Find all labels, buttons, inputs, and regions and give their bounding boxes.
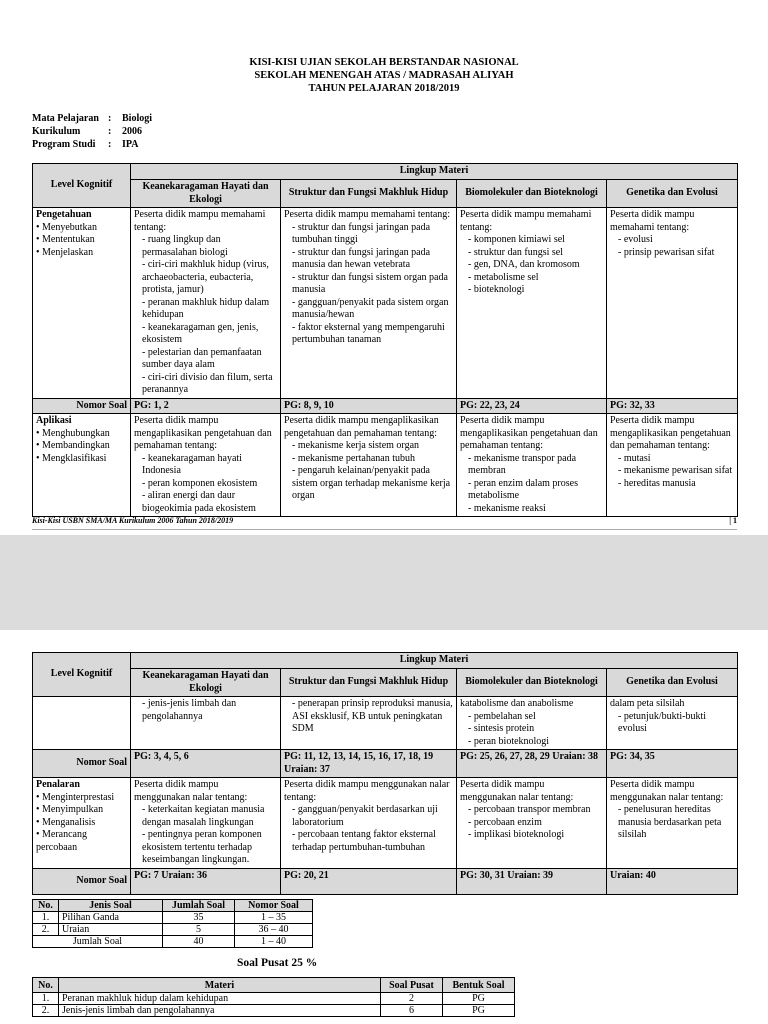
table-row	[33, 993, 515, 1005]
materi-cell	[457, 414, 607, 517]
materi-cell	[607, 208, 738, 399]
level-title: Pengetahuan	[36, 209, 92, 220]
materi-cell	[607, 778, 738, 869]
level-cell-empty	[33, 697, 131, 750]
materi-line: Peserta didik mampu mengaplikasikan pengetahuan dan pemahaman tentang:	[134, 415, 272, 451]
col-header-genetika: Genetika dan Evolusi	[607, 180, 738, 208]
materi-line: - gangguan/penyakit berdasarkan uji laboratorium	[292, 804, 438, 828]
materi-line: - gen, DNA, dan kromosom	[468, 259, 580, 270]
meta-row	[32, 125, 152, 138]
meta-row	[32, 138, 152, 151]
materi-line: - metabolisme sel	[468, 271, 539, 283]
materi-line: - struktur dan fungsi sistem organ pada manusia	[292, 271, 448, 295]
document-title-line-2: SEKOLAH MENENGAH ATAS / MADRASAH ALIYAH	[254, 70, 514, 81]
level-item: • Mengklasifikasi	[36, 452, 107, 464]
materi-line: Peserta didik mampu mengaplikasikan pengetahuan dan pemahaman tentang:	[460, 415, 598, 451]
kisi-table-page-1	[32, 163, 738, 517]
meta-sep: :	[108, 113, 112, 124]
col-header-genetika: Genetika dan Evolusi	[607, 669, 738, 697]
page-number: | 1	[729, 516, 737, 525]
soal-pusat-table	[32, 977, 515, 1017]
document-page-2	[0, 630, 768, 1024]
meta-key: Mata Pelajaran	[32, 113, 99, 124]
materi-line: - keanekaragaman hayati Indonesia	[142, 452, 242, 476]
meta-key: Kurikulum	[32, 126, 81, 137]
cell-jumlah: 35	[163, 912, 235, 924]
nomor-soal-cell: Uraian: 40	[607, 868, 738, 894]
jenis-soal-table	[32, 899, 313, 948]
level-cell	[33, 414, 131, 517]
cell-no: 1.	[33, 912, 59, 924]
cell-no: 2.	[33, 1005, 59, 1017]
materi-cell	[457, 697, 607, 750]
subject-meta	[32, 112, 152, 151]
materi-line: - ciri-ciri makhluk hidup (virus, archaeobacteria, eubacteria, protista, jamur)	[142, 259, 269, 295]
materi-line: - mutasi	[618, 452, 651, 464]
level-item: • Membandingkan	[36, 440, 110, 451]
cell-jenis: Uraian	[59, 924, 163, 936]
level-item: • Menyimpulkan	[36, 804, 104, 815]
materi-cell	[607, 697, 738, 750]
materi-line: - peranan makhluk hidup dalam kehidupan	[142, 296, 270, 320]
materi-line: - pengaruh kelainan/penyakit pada sistem organ terhadap mekanisme kerja organ	[292, 465, 451, 501]
nomor-soal-cell: PG: 34, 35	[607, 750, 738, 778]
cell-bentuk: PG	[443, 1005, 515, 1017]
level-title: Penalaran	[36, 779, 80, 790]
materi-cell	[457, 208, 607, 399]
materi-line: Peserta didik mampu menggunakan nalar tentang:	[284, 779, 450, 803]
col-header-struktur: Struktur dan Fungsi Makhluk Hidup	[281, 180, 457, 208]
materi-line: - pentingnya peran komponen ekosistem tertentu terhadap keseimbangan lingkungan.	[142, 829, 262, 865]
level-item: • Menganalisis	[36, 816, 96, 828]
soal-pusat-title: Soal Pusat 25 %	[237, 957, 318, 969]
materi-cell	[131, 414, 281, 517]
materi-cell	[281, 414, 457, 517]
nomor-soal-cell: PG: 25, 26, 27, 28, 29 Uraian: 38	[457, 750, 607, 778]
footer-text: Kisi-Kisi USBN SMA/MA Kurikulum 2006 Tahun 2018/2019	[32, 516, 234, 525]
materi-line: - percobaan tentang faktor eksternal terhadap pertumbuhan-tumbuhan	[292, 829, 436, 853]
materi-cell	[457, 778, 607, 869]
materi-line: - penerapan prinsip reproduksi manusia, ASI eksklusif, KB untuk peningkatan SDM	[292, 698, 453, 734]
cell-bentuk: PG	[443, 993, 515, 1005]
materi-line: - peran enzim dalam proses metabolisme	[468, 477, 578, 501]
meta-value: Biologi	[122, 113, 153, 124]
materi-line: - ciri-ciri divisio dan filum, serta peranannya	[142, 371, 273, 395]
jenis-header: Jenis Soal	[59, 900, 163, 912]
meta-sep: :	[108, 139, 112, 150]
cell-no: 1.	[33, 993, 59, 1005]
meta-row	[32, 112, 152, 125]
materi-line: - prinsip pewarisan sifat	[618, 246, 715, 258]
level-title: Aplikasi	[36, 415, 72, 426]
table-row-total	[33, 936, 313, 948]
materi-line: Peserta didik mampu menggunakan nalar tentang:	[460, 779, 574, 803]
cell-jumlah: 5	[163, 924, 235, 936]
level-item: • Merancang percobaan	[36, 829, 87, 853]
nomor-soal-cell: PG: 20, 21	[281, 868, 457, 894]
cell-total-label: Jumlah Soal	[33, 936, 163, 948]
materi-line: Peserta didik mampu memahami tentang:	[460, 209, 592, 233]
cell-nomor: 36 – 40	[235, 924, 313, 936]
materi-cell	[131, 697, 281, 750]
materi-line: - mekanisme kerja sistem organ	[292, 440, 420, 451]
materi-line: Peserta didik mampu menggunakan nalar tentang:	[610, 779, 724, 803]
page-gap	[0, 535, 768, 630]
cell-materi: Jenis-jenis limbah dan pengolahannya	[59, 1005, 381, 1017]
col-header-biomolekuler: Biomolekuler dan Bioteknologi	[457, 180, 607, 208]
materi-line: Peserta didik mampu memahami tentang:	[284, 209, 451, 220]
col-header-struktur: Struktur dan Fungsi Makhluk Hidup	[281, 669, 457, 697]
materi-line: - peran komponen ekosistem	[142, 477, 258, 489]
table-row	[33, 912, 313, 924]
materi-line: - petunjuk/bukti-bukti evolusi	[618, 710, 707, 734]
level-cell	[33, 778, 131, 869]
jenis-header: Nomor Soal	[235, 900, 313, 912]
nomor-soal-cell: PG: 22, 23, 24	[457, 398, 607, 414]
lingkup-materi-header: Lingkup Materi	[131, 653, 738, 669]
level-kognitif-header: Level Kognitif	[33, 653, 131, 697]
nomor-soal-cell: PG: 3, 4, 5, 6	[131, 750, 281, 778]
pusat-header: Materi	[59, 978, 381, 993]
materi-line: - percobaan enzim	[468, 816, 542, 828]
materi-line: - sintesis protein	[468, 723, 535, 734]
materi-line: - penelusuran hereditas manusia berdasarkan peta silsilah	[618, 804, 722, 840]
materi-line: - jenis-jenis limbah dan pengolahannya	[142, 698, 237, 722]
cell-no: 2.	[33, 924, 59, 936]
level-item: • Mententukan	[36, 234, 95, 245]
materi-line: dalam peta silsilah	[610, 698, 685, 709]
cell-jenis: Pilihan Ganda	[59, 912, 163, 924]
level-item: • Menghubungkan	[36, 427, 110, 439]
materi-line: - struktur dan fungsi jaringan pada tumbuhan tinggi	[292, 221, 431, 245]
materi-line: - mekanisme reaksi	[468, 502, 546, 514]
cell-total-nomor: 1 – 40	[235, 936, 313, 948]
materi-line: - keterkaitan kegiatan manusia dengan masalah lingkungan	[142, 804, 265, 828]
jenis-header: No.	[33, 900, 59, 912]
nomor-soal-cell: PG: 32, 33	[607, 398, 738, 414]
level-kognitif-header: Level Kognitif	[33, 164, 131, 208]
level-item: • Menjelaskan	[36, 246, 94, 258]
nomor-soal-label: Nomor Soal	[33, 868, 131, 894]
table-row	[33, 1005, 515, 1017]
nomor-soal-cell: PG: 1, 2	[131, 398, 281, 414]
materi-line: - implikasi bioteknologi	[468, 829, 565, 840]
lingkup-materi-header: Lingkup Materi	[131, 164, 738, 180]
materi-line: Peserta didik mampu mengaplikasikan pengetahuan dan pemahaman tentang:	[610, 415, 731, 451]
nomor-soal-cell: PG: 11, 12, 13, 14, 15, 16, 17, 18, 19 Uraian: 37	[281, 750, 457, 778]
col-header-hayati: Keanekaragaman Hayati dan Ekologi	[131, 669, 281, 697]
materi-cell	[131, 778, 281, 869]
materi-line: - peran bioteknologi	[468, 735, 550, 747]
materi-line: - komponen kimiawi sel	[468, 234, 565, 245]
nomor-soal-label: Nomor Soal	[33, 398, 131, 414]
nomor-soal-cell: PG: 7 Uraian: 36	[131, 868, 281, 894]
table-row	[33, 924, 313, 936]
materi-line: - evolusi	[618, 234, 653, 245]
materi-line: - pelestarian dan pemanfaatan sumber daya alam	[142, 346, 262, 370]
materi-cell	[607, 414, 738, 517]
materi-line: - gangguan/penyakit pada sistem organ manusia/hewan	[292, 296, 449, 320]
level-item: • Menyebutkan	[36, 221, 97, 233]
materi-cell	[281, 778, 457, 869]
col-header-biomolekuler: Biomolekuler dan Bioteknologi	[457, 669, 607, 697]
page-footer	[32, 516, 737, 530]
jenis-header: Jumlah Soal	[163, 900, 235, 912]
cell-soal-pusat: 6	[381, 1005, 443, 1017]
materi-line: - bioteknologi	[468, 284, 525, 295]
nomor-soal-cell: PG: 30, 31 Uraian: 39	[457, 868, 607, 894]
materi-line: - struktur dan fungsi sel	[468, 246, 563, 258]
materi-cell	[281, 697, 457, 750]
col-header-hayati: Keanekaragaman Hayati dan Ekologi	[131, 180, 281, 208]
materi-cell	[131, 208, 281, 399]
meta-value: 2006	[122, 126, 142, 137]
materi-line: - struktur dan fungsi jaringan pada manusia dan hewan vetebrata	[292, 246, 431, 270]
document-title-line-1: KISI-KISI UJIAN SEKOLAH BERSTANDAR NASIONAL	[249, 57, 519, 68]
materi-line: - mekanisme pertahanan tubuh	[292, 452, 416, 464]
materi-line: - pembelahan sel	[468, 710, 536, 722]
nomor-soal-cell: PG: 8, 9, 10	[281, 398, 457, 414]
materi-line: - mekanisme transpor pada membran	[468, 452, 577, 476]
meta-key: Program Studi	[32, 139, 96, 150]
document-title-line-3: TAHUN PELAJARAN 2018/2019	[308, 83, 460, 94]
materi-line: katabolisme dan anabolisme	[460, 698, 574, 709]
pusat-header: Bentuk Soal	[443, 978, 515, 993]
materi-line: - percobaan transpor membran	[468, 804, 591, 815]
cell-soal-pusat: 2	[381, 993, 443, 1005]
materi-cell	[281, 208, 457, 399]
materi-line: - keanekaragaman gen, jenis, ekosistem	[142, 321, 259, 345]
materi-line: Peserta didik mampu memahami tentang:	[134, 209, 266, 233]
level-item: • Menginterprestasi	[36, 791, 115, 803]
materi-line: - hereditas manusia	[618, 477, 696, 489]
materi-line: Peserta didik mampu mengaplikasikan pengetahuan dan pemahaman tentang:	[284, 415, 439, 439]
level-cell	[33, 208, 131, 399]
materi-line: Peserta didik mampu memahami tentang:	[610, 209, 695, 233]
materi-line: Peserta didik mampu menggunakan nalar tentang:	[134, 779, 248, 803]
materi-line: - faktor eksternal yang mempengaruhi pertumbuhan tanaman	[292, 321, 445, 345]
materi-line: - mekanisme pewarisan sifat	[618, 465, 733, 476]
meta-sep: :	[108, 126, 112, 137]
cell-nomor: 1 – 35	[235, 912, 313, 924]
materi-line: - aliran energi dan daur biogeokimia pada ekosistem	[142, 490, 256, 514]
pusat-header: Soal Pusat	[381, 978, 443, 993]
cell-materi: Peranan makhluk hidup dalam kehidupan	[59, 993, 381, 1005]
nomor-soal-label: Nomor Soal	[33, 750, 131, 778]
materi-line: - ruang lingkup dan permasalahan biologi	[142, 234, 228, 258]
meta-value: IPA	[122, 139, 139, 150]
cell-total-jumlah: 40	[163, 936, 235, 948]
pusat-header: No.	[33, 978, 59, 993]
kisi-table-page-2	[32, 652, 738, 895]
